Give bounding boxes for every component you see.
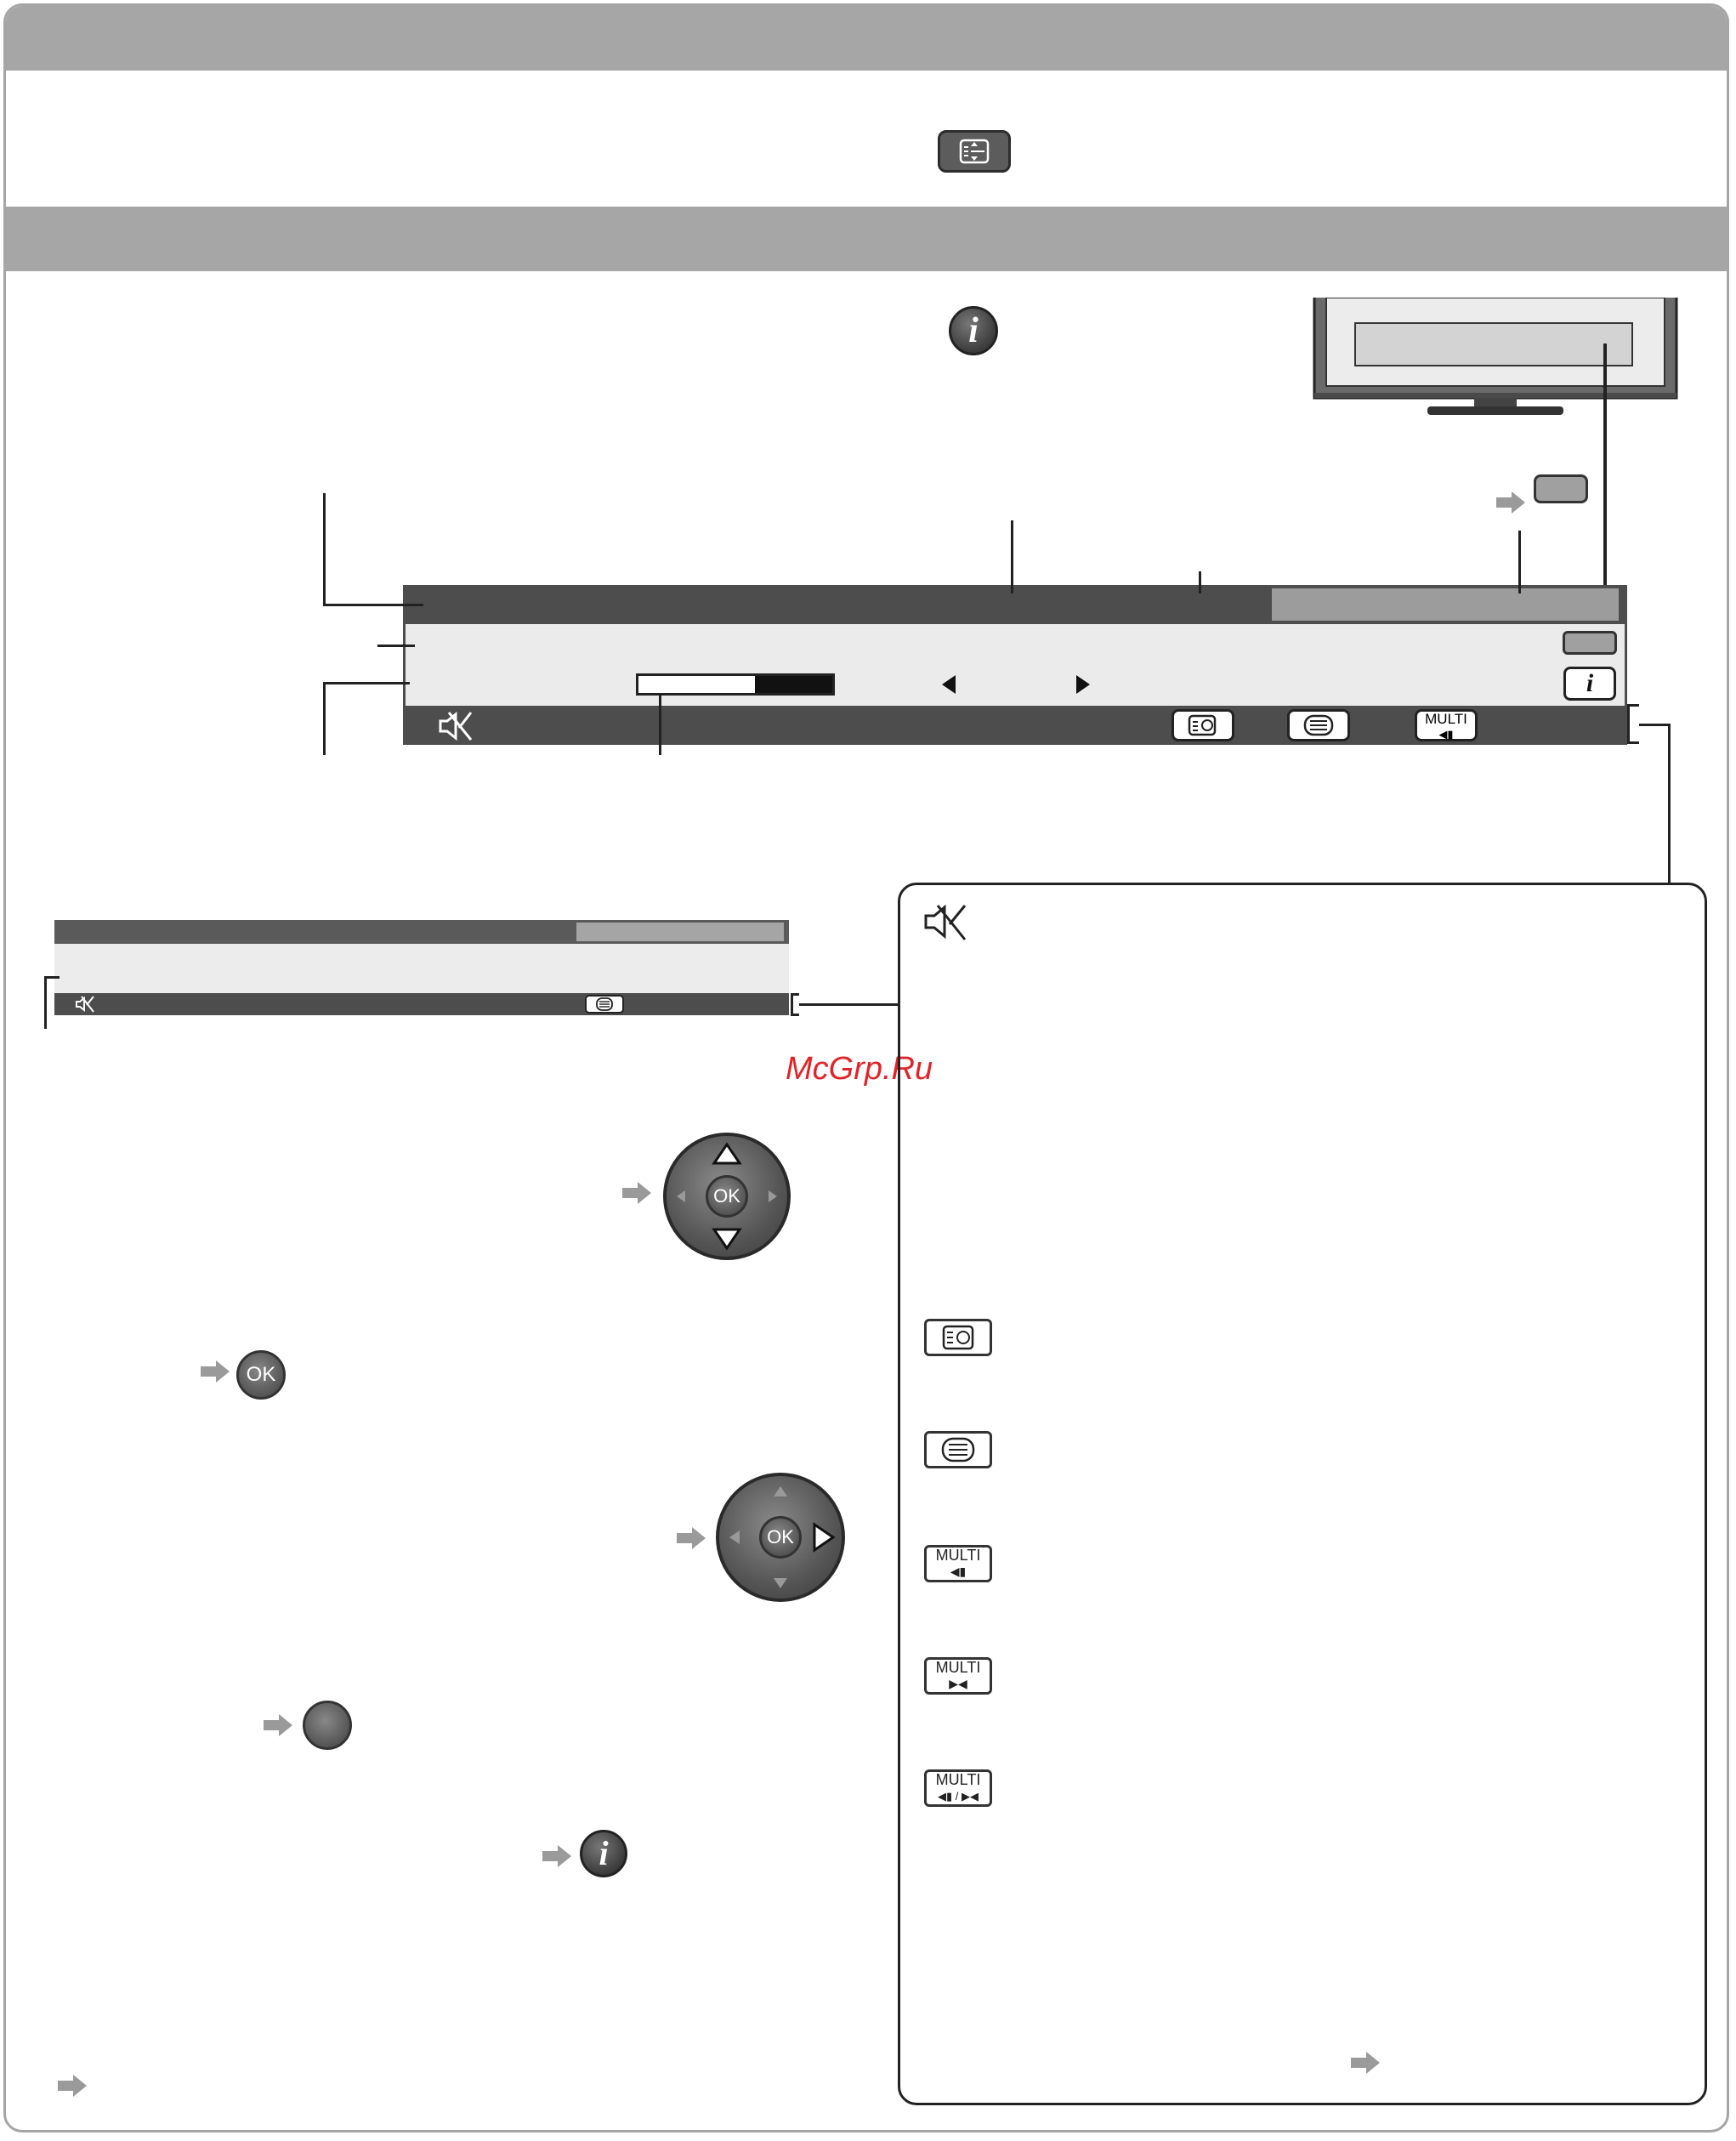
pointer-line bbox=[323, 604, 423, 606]
exit-button-icon bbox=[303, 1701, 352, 1750]
watermark: McGrp.Ru bbox=[786, 1051, 933, 1087]
ok-button-icon: OK bbox=[706, 1175, 748, 1218]
arrow-left-icon bbox=[940, 673, 957, 696]
multi-label: MULTI bbox=[935, 1547, 981, 1564]
signal-level-bar bbox=[636, 673, 835, 696]
callout-h bbox=[799, 1003, 899, 1006]
pointer-line bbox=[659, 696, 661, 755]
mute-icon bbox=[437, 711, 476, 741]
ok-button-icon: OK bbox=[236, 1350, 286, 1400]
teletext-button-icon bbox=[1287, 709, 1350, 741]
small-banner-bottom-bar bbox=[54, 993, 789, 1015]
multi-label: MULTI bbox=[935, 1659, 981, 1676]
pointer-line bbox=[323, 493, 326, 605]
bracket-bottom bbox=[791, 1014, 799, 1016]
arrow-right-small-icon bbox=[1075, 673, 1092, 696]
teletext-button-icon bbox=[585, 995, 624, 1014]
bracket-top bbox=[791, 993, 799, 996]
mute-icon bbox=[75, 996, 95, 1013]
multi-label: MULTI bbox=[1425, 711, 1467, 727]
multi-audio-video-button-icon: MULTI ◀▮ / ▶◀ bbox=[924, 1769, 992, 1807]
callout-v bbox=[1668, 724, 1671, 885]
bracket-top bbox=[1627, 704, 1639, 707]
info-icon: i bbox=[949, 306, 998, 355]
teletext-button-icon bbox=[924, 1431, 992, 1468]
info-banner-bottom-bar bbox=[403, 706, 1627, 745]
legend-box bbox=[898, 883, 1707, 2105]
pointer-line bbox=[1518, 531, 1521, 593]
tv-pointer-line bbox=[1603, 344, 1607, 590]
bracket bbox=[791, 993, 793, 1015]
info-icon: i bbox=[580, 1830, 627, 1877]
cursor-buttons-icon bbox=[716, 1473, 845, 1602]
bracket-bottom bbox=[1627, 741, 1639, 744]
info-banner-body bbox=[403, 624, 1627, 662]
cursor-buttons-icon bbox=[663, 1133, 791, 1260]
aspect-button-icon bbox=[938, 130, 1011, 173]
multi-label: MULTI bbox=[935, 1771, 981, 1788]
mute-icon bbox=[922, 902, 970, 941]
grey-osd-button bbox=[1563, 631, 1617, 655]
pointer-line bbox=[1011, 520, 1013, 593]
grey-remote-button bbox=[1534, 474, 1588, 503]
pointer-line bbox=[44, 976, 47, 1029]
subtitle-button-icon bbox=[1172, 709, 1234, 741]
small-info-banner bbox=[54, 920, 789, 1015]
pointer-line bbox=[1199, 571, 1201, 593]
arrow-right-icon bbox=[264, 1714, 292, 1736]
pointer-line bbox=[44, 976, 60, 979]
pointer-line bbox=[377, 645, 415, 647]
info-banner bbox=[403, 585, 1627, 662]
multi-video-button-icon: MULTI ▶◀ bbox=[924, 1657, 992, 1695]
info-banner-highlight bbox=[1272, 588, 1619, 621]
multi-audio-button-icon: MULTI ◀▮ bbox=[1415, 709, 1478, 741]
arrow-right-icon bbox=[622, 1182, 651, 1204]
small-banner-body bbox=[54, 944, 789, 993]
arrow-right-icon bbox=[542, 1845, 571, 1867]
section-header-band-2 bbox=[6, 207, 1727, 271]
tv-illustration bbox=[1313, 298, 1678, 434]
section-header-band-1 bbox=[6, 6, 1727, 71]
info-banner-body-row2 bbox=[403, 662, 1627, 706]
callout-h bbox=[1639, 724, 1670, 726]
arrow-right-icon bbox=[58, 2075, 87, 2097]
multi-audio-button-icon: MULTI ◀▮ bbox=[924, 1545, 992, 1582]
signal-level-fill bbox=[755, 676, 832, 693]
arrow-right-icon bbox=[1351, 2052, 1380, 2074]
arrow-right-icon bbox=[677, 1527, 706, 1549]
bracket bbox=[1627, 706, 1630, 743]
info-icon: i bbox=[1563, 667, 1616, 701]
pointer-line bbox=[323, 682, 410, 684]
pointer-line bbox=[323, 682, 326, 755]
arrow-right-icon bbox=[201, 1360, 230, 1383]
small-banner-highlight bbox=[576, 923, 784, 941]
ok-button-icon: OK bbox=[759, 1516, 802, 1559]
arrow-right-icon bbox=[1496, 491, 1525, 514]
subtitle-button-icon bbox=[924, 1319, 992, 1356]
